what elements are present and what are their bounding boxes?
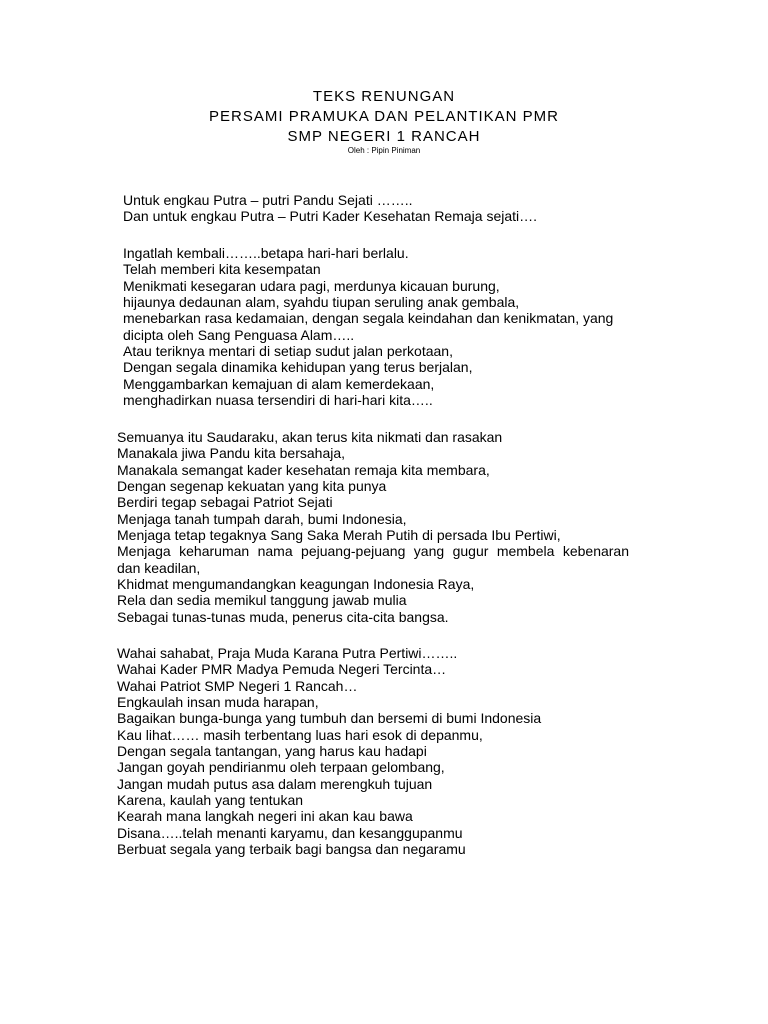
- text-line: hijaunya dedaunan alam, syahdu tiupan seruling anak gembala,: [123, 294, 520, 311]
- text-line: Atau teriknya mentari di setiap sudut jalan perkotaan,: [123, 343, 453, 360]
- text-line: Manakala jiwa Pandu kita bersahaja,: [117, 445, 346, 462]
- text-line: Jangan goyah pendirianmu oleh terpaan gelombang,: [117, 759, 445, 776]
- stanza-2: [123, 245, 613, 408]
- text-line: Ingatlah kembali……..betapa hari-hari berlalu.: [123, 245, 409, 261]
- text-line: Untuk engkau Putra – putri Pandu Sejati ……..: [123, 192, 413, 208]
- text-line: Bagaikan bunga-bunga yang tumbuh dan bersemi di bumi Indonesia: [117, 710, 542, 727]
- text-line: Kearah mana langkah negeri ini akan kau bawa: [117, 808, 413, 825]
- text-line: Berdiri tegap sebagai Patriot Sejati: [117, 494, 333, 511]
- stanza-3: [117, 429, 629, 625]
- text-line: Telah memberi kita kesempatan: [123, 261, 321, 278]
- text-line: Dengan segala dinamika kehidupan yang terus berjalan,: [123, 359, 473, 376]
- text-line: Engkaulah insan muda harapan,: [117, 694, 319, 711]
- text-line: Disana…..telah menanti karyamu, dan kesanggupanmu: [117, 824, 463, 841]
- title-line-3: SMP NEGERI 1 RANCAH: [287, 128, 481, 145]
- text-line: Dan untuk engkau Putra – Putri Kader Kesehatan Remaja sejati….: [123, 208, 538, 225]
- text-line: dan keadilan,: [117, 559, 201, 576]
- text-line: Karena, kaulah yang tentukan: [117, 792, 304, 809]
- text-line: dicipta oleh Sang Penguasa Alam…..: [123, 326, 355, 343]
- text-line: Menjaga keharuman nama pejuang-pejuang yang gugur membela kebenaran: [117, 543, 629, 560]
- text-line: Manakala semangat kader kesehatan remaja kita membara,: [117, 461, 490, 478]
- title-line-2: PERSAMI PRAMUKA DAN PELANTIKAN PMR: [209, 108, 559, 125]
- text-line: Jangan mudah putus asa dalam merengkuh tujuan: [117, 775, 433, 792]
- author-credit: Oleh : Pipin Piniman: [347, 146, 421, 155]
- text-line: Wahai Kader PMR Madya Pemuda Negeri Tercinta…: [117, 661, 447, 678]
- text-line: Wahai sahabat, Praja Muda Karana Putra Pertiwi……..: [117, 645, 458, 661]
- text-line: menghadirkan nuasa tersendiri di hari-hari kita…..: [123, 392, 433, 409]
- text-line: Kau lihat…… masih terbentang luas hari esok di depanmu,: [117, 726, 483, 743]
- stanza-1: [123, 192, 537, 225]
- title-line-1: TEKS RENUNGAN: [312, 88, 456, 105]
- text-line: Menggambarkan kemajuan di alam kemerdekaan,: [123, 375, 435, 392]
- document-header: [0, 87, 768, 156]
- text-line: Berbuat segala yang terbaik bagi bangsa dan negaramu: [117, 841, 466, 858]
- stanza-4: [117, 645, 541, 857]
- text-line: Wahai Patriot SMP Negeri 1 Rancah…: [117, 677, 358, 694]
- text-line: Dengan segenap kekuatan yang kita punya: [117, 478, 387, 495]
- text-line: Dengan segala tantangan, yang harus kau hadapi: [117, 743, 427, 760]
- text-line: Menjaga tetap tegaknya Sang Saka Merah Putih di persada Ibu Pertiwi,: [117, 527, 561, 544]
- text-line: Semuanya itu Saudaraku, akan terus kita nikmati dan rasakan: [117, 429, 503, 445]
- text-line: Rela dan sedia memikul tanggung jawab mulia: [117, 592, 407, 609]
- text-line: menebarkan rasa kedamaian, dengan segala keindahan dan kenikmatan, yang: [123, 310, 614, 327]
- text-line: Menjaga tanah tumpah darah, bumi Indonesia,: [117, 510, 407, 527]
- text-line: Sebagai tunas-tunas muda, penerus cita-cita bangsa.: [117, 608, 449, 625]
- text-line: Menikmati kesegaran udara pagi, merdunya kicauan burung,: [123, 277, 500, 294]
- text-line: Khidmat mengumandangkan keagungan Indonesia Raya,: [117, 576, 475, 593]
